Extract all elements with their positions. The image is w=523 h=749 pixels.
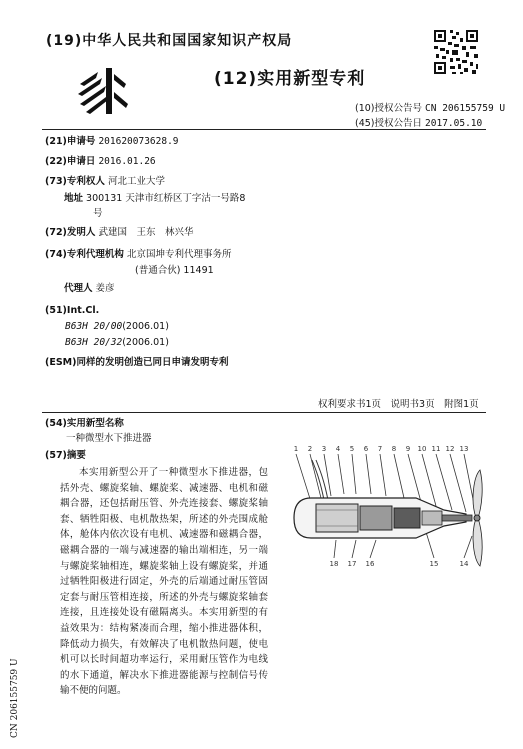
figure-label-10: 10 — [417, 445, 427, 453]
patent-agency-continued: (普通合伙) 11491 — [135, 265, 214, 276]
figure-label-5: 5 — [349, 445, 355, 453]
publication-date: (45)授权公告日 2017.05.10 — [355, 118, 483, 129]
figure-label-8: 8 — [391, 445, 397, 453]
figure-label-18: 18 — [329, 560, 339, 568]
agent: 代理人 姜彦 — [64, 283, 115, 294]
application-date: (22)申请日 2016.01.26 — [45, 156, 156, 167]
figure-label-6: 6 — [363, 445, 369, 453]
figure-label-16: 16 — [365, 560, 375, 568]
figure-label-2: 2 — [307, 445, 313, 453]
figure-label-13: 13 — [459, 445, 469, 453]
pages-info: 权利要求书1页 说明书3页 附图1页 — [318, 399, 479, 410]
classification-1: B63H 20/00(2006.01) — [65, 321, 169, 332]
publication-number: (10)授权公告号 CN 206155759 U — [355, 103, 506, 114]
figure-label-12: 12 — [445, 445, 455, 453]
sipo-logo — [76, 64, 130, 118]
abstract-text: 本实用新型公开了一种微型水下推进器，包括外壳、螺旋桨轴、螺旋桨、减速器、电机和磁耦合器，还包括耐压管、外壳连接套、螺旋桨轴套、牺牲阳极、电机散热架，所述的外壳围成舱体，舱体内依次设有电机、减速器和磁耦合器，磁耦合器的一端与减速器的输出端相连，另一端与螺旋桨轴相连，螺旋桨轴上设有螺旋桨，并通过牺牲阳极进行固定，外壳的后端通过耐压管固定套与耐压管相连接，所述的外壳与螺旋桨轴套连接，且连接处设有磁隔离头。本实用新型的有益效果为：结构紧凑而合理，缩小推进器体积，降低动力损失，有效解决了电机散热问题，使电机可以长时间超功率运行，采用耐压管作为电线的水下通道，解决水下推进器能源与控制信号传输不便的问题。 — [60, 467, 268, 697]
figure-label-3: 3 — [321, 445, 327, 453]
application-number: (21)申请号 201620073628.9 — [45, 136, 179, 147]
thruster-drawing — [276, 440, 494, 585]
middle-divider — [42, 412, 486, 413]
patent-agency: (74)专利代理机构 北京国坤专利代理事务所 — [45, 249, 232, 260]
figure-label-17: 17 — [347, 560, 357, 568]
figure-label-1: 1 — [293, 445, 299, 453]
int-cl-label: (51)Int.Cl. — [45, 305, 100, 316]
figure-label-4: 4 — [335, 445, 341, 453]
figure-label-7: 7 — [377, 445, 383, 453]
utility-model-title: 一种微型水下推进器 — [66, 433, 152, 444]
figure-label-11: 11 — [431, 445, 441, 453]
figure-label-15: 15 — [429, 560, 439, 568]
header-divider — [42, 129, 486, 130]
side-publication-number: CN 206155759 U — [10, 658, 20, 738]
inventors: (72)发明人 武建国 王东 林兴华 — [45, 227, 194, 238]
classification-2: B63H 20/32(2006.01) — [65, 337, 169, 348]
qr-code-icon — [432, 28, 480, 76]
esm-note: (ESM)同样的发明创造已同日申请发明专利 — [45, 357, 229, 368]
office-name: (19)中华人民共和国国家知识产权局 — [46, 33, 293, 49]
address: 地址 300131 天津市红桥区丁字沽一号路8 — [64, 193, 246, 204]
utility-model-title-label: (54)实用新型名称 — [45, 418, 124, 429]
figure-label-9: 9 — [405, 445, 411, 453]
figure-label-14: 14 — [459, 560, 469, 568]
abstract-label: (57)摘要 — [45, 450, 86, 461]
document-type: (12)实用新型专利 — [214, 69, 366, 89]
patentee: (73)专利权人 河北工业大学 — [45, 176, 165, 187]
address-continued: 号 — [93, 208, 103, 219]
